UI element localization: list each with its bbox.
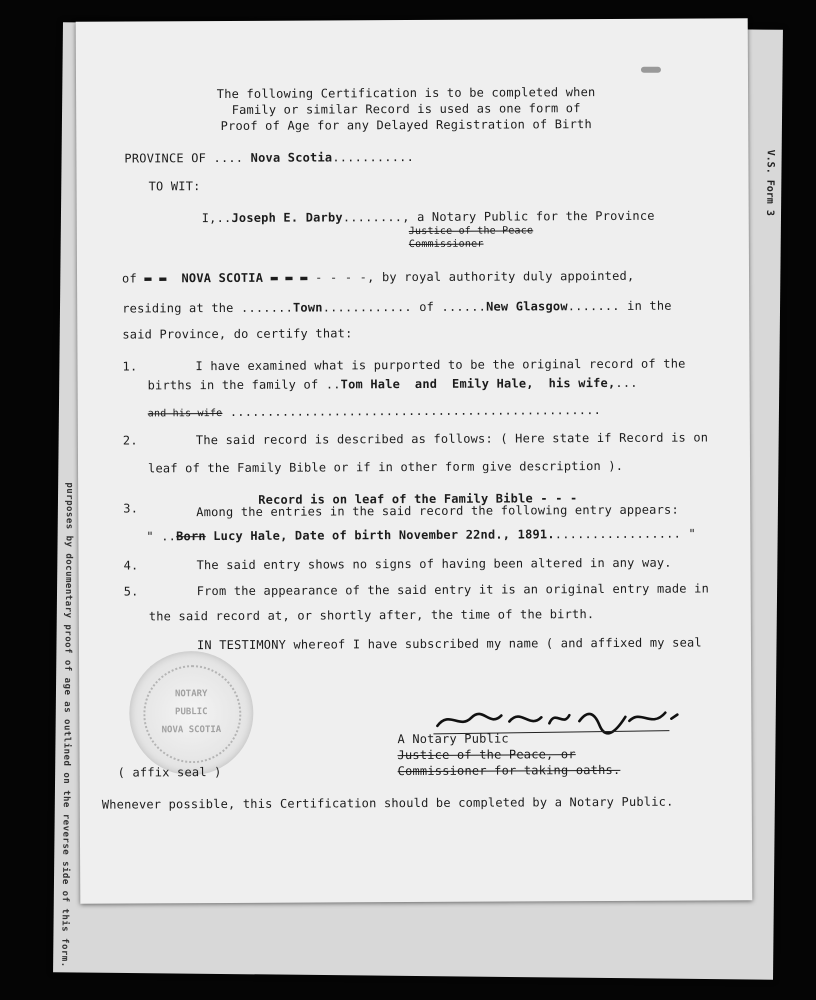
item-4-text: The said entry shows no signs of having been altered in any way. [196,555,672,573]
item-1-struck: and his wife [147,408,223,420]
signature-title-justice: Justice of the Peace, or [397,747,576,763]
residing-label: residing at the [122,300,234,316]
residing-line: residing at the .......Town............ of ......New Glasgow....... in the [122,298,672,316]
declarant-name: Joseph E. Darby [231,210,343,225]
residing-of: of [419,299,435,314]
province-label: PROVINCE OF [124,151,207,166]
testimony-line-1: IN TESTIMONY whereof I have subscribed my name ( and affixed my seal [196,635,702,653]
item-5-number: 5. [123,584,139,599]
struck-role-justice: Justice of the Peace [408,225,534,238]
item-1-continuation: and his wife .................................................. [147,403,602,420]
header-line-2: Family or similar Record is used as one form of [231,101,581,117]
seal-text-region: NOVA SCOTIA [161,725,222,736]
seal-text-bottom: PUBLIC [175,707,208,718]
header-line-3: Proof of Age for any Delayed Registration of Birth [220,117,592,134]
item-3-entry-line: " ..Born Lucy Hale, Date of birth November 22nd., 1891.................. " [146,526,696,544]
declarant-prefix: I, [201,211,217,226]
item-3-struck: Born [176,529,206,544]
item-2-text-2: leaf of the Family Bible or if in other form give description ). [147,458,624,476]
of-suffix: by royal authority duly appointed, [381,268,635,285]
certification-page [76,18,753,904]
side-note: purposes by documentary proof of age as outlined on the reverse side of this form. [59,482,75,968]
province-value: Nova Scotia [250,150,333,165]
declarant-role: a Notary Public for the Province [417,208,655,224]
item-2-text: The said record is described as follows: ( Here state if Record is on [195,430,709,448]
residing-suffix: in the [627,298,672,313]
item-2-number: 2. [122,433,138,448]
item-4-number: 4. [123,558,139,573]
province-line: PROVINCE OF .... Nova Scotia........... [124,149,415,166]
certify-line: said Province, do certify that: [122,326,353,342]
of-line: of ▬ ▬ NOVA SCOTIA ▬ ▬ ▬ - - - -, by royal authority duly appointed, [122,268,635,286]
affix-seal-label: ( affix seal ) [117,765,222,780]
item-5-text-2: the said record at, or shortly after, the time of the birth. [148,607,595,624]
staple-mark [641,67,661,73]
to-wit-label: TO WIT: [148,179,201,194]
item-3-entry: Lucy Hale, Date of birth November 22nd., 1891. [213,527,555,544]
item-3-number: 3. [123,501,139,516]
item-5-text: From the appearance of the said entry it is an original entry made in [196,581,710,599]
notary-seal-emboss [129,651,254,776]
struck-role-commissioner: Commissioner [408,238,484,251]
item-1-text: I have examined what is purported to be the original record of the [195,356,686,374]
residing-type: Town [292,300,323,315]
item-1-family: Tom Hale and Emily Hale, his wife, [340,375,616,392]
header-line-1: The following Certification is to be completed when [216,85,596,102]
item-1-number: 1. [122,359,138,374]
of-prefix: of [122,271,137,286]
form-code: V.S. Form 3 [764,149,776,216]
residing-place: New Glasgow [486,299,568,314]
item-1-prefix: births in the family of [147,377,319,393]
signature-title-commissioner: Commissioner for taking oaths. [397,762,621,779]
declarant-line: I,..Joseph E. Darby........, a Notary Public for the Province [201,208,655,226]
seal-text-top: NOTARY [174,689,208,700]
of-value: NOVA SCOTIA [181,270,264,286]
footer-note: Whenever possible, this Certification should be completed by a Notary Public. [101,794,674,812]
item-3-record-desc: Record is on leaf of the Family Bible - - - [258,491,578,507]
signature-title-notary: A Notary Public [397,731,509,747]
item-1-family-line: births in the family of ..Tom Hale and Emily Hale, his wife,... [147,375,638,393]
item-3-text: Among the entries in the said record the following entry appears: [196,502,679,520]
